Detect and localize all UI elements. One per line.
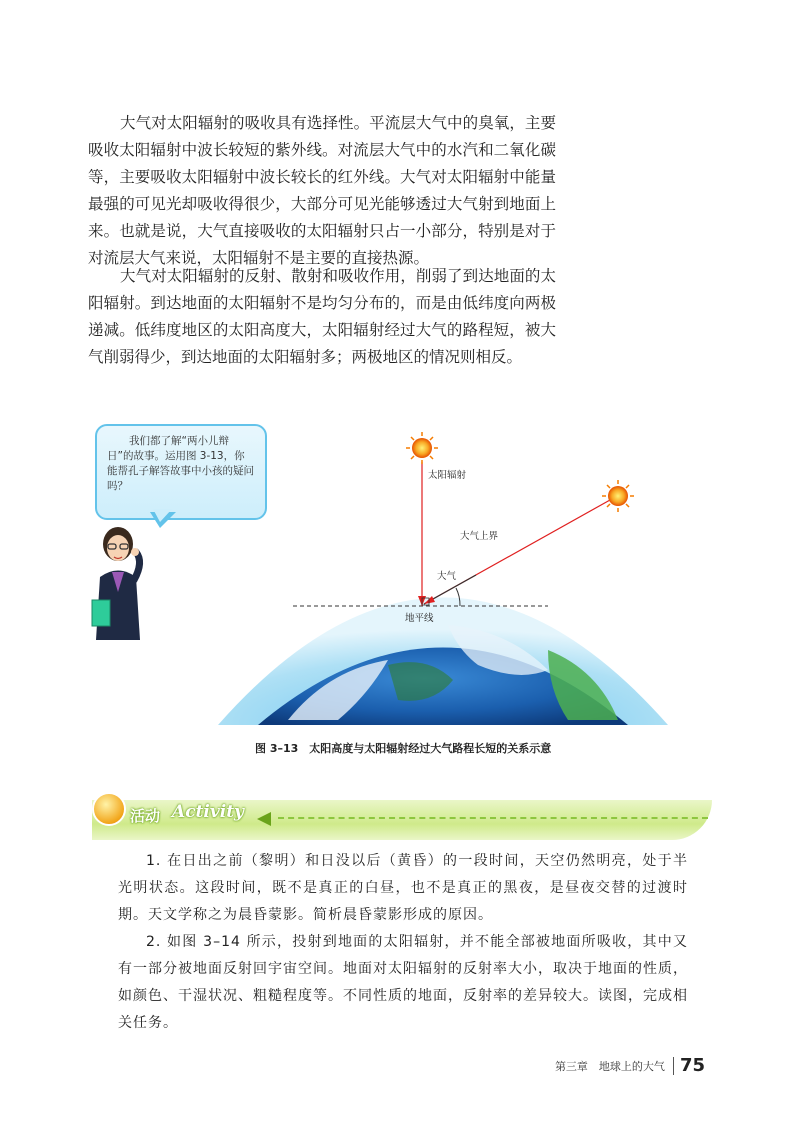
page-number: 75 <box>679 1055 705 1076</box>
body-paragraph-1: 大气对太阳辐射的吸收具有选择性。平流层大气中的臭氧，主要吸收太阳辐射中波长较短的紫外线。对流层大气中的水汽和二氧化碳等，主要吸收太阳辐射中波长较长的红外线。大气对太阳辐射中能量最强的可见光却吸收得很少，大部分可见光能够透过大气射到地面上来。也就是说，大气直接吸收的太阳辐射只占一小部分，特别是对于对流层大气来说，太阳辐射不是主要的直接热源。 <box>88 114 556 267</box>
teacher-illustration <box>78 522 156 640</box>
figure-caption: 图 3–13 太阳高度与太阳辐射经过大气路程长短的关系示意 <box>255 742 552 755</box>
body-paragraph-2: 大气对太阳辐射的反射、散射和吸收作用，削弱了到达地面的太阳辐射。到达地面的太阳辐射不是均匀分布的，而是由低纬度向两极递减。低纬度地区的太阳高度大，太阳辐射经过大气的路程短，被大气削弱得少，到达地面的太阳辐射多；两极地区的情况则相反。 <box>88 267 556 366</box>
label-horizon: 地平线 <box>405 613 434 624</box>
activity-arrow-icon <box>257 812 271 826</box>
sun-icon-side <box>602 480 634 512</box>
activity-title: 活动 <box>130 807 161 825</box>
activity-item-1: 1. 在日出之前（黎明）和日没以后（黄昏）的一段时间，天空仍然明亮，处于半光明状态。这段时间，既不是真正的白昼，也不是真正的黑夜，是昼夜交替的过渡时期。天文学称之为晨昏蒙影。简析晨昏蒙影形成的原因。 <box>118 853 688 923</box>
footer-divider <box>673 1057 674 1075</box>
chapter-title: 第三章 地球上的大气 <box>554 1059 665 1073</box>
label-atmosphere-top: 大气上界 <box>460 531 499 542</box>
activity-title-en: Activity <box>172 802 244 822</box>
page-footer <box>555 1055 705 1076</box>
activity-dashed-line <box>278 817 708 819</box>
label-atmosphere: 大气 <box>437 571 457 582</box>
sun-icon-top <box>406 432 438 464</box>
speech-bubble-text: 我们都了解“两小儿辩日”的故事。运用图 3-13，你能帮孔子解答故事中小孩的疑问吗？ <box>107 435 254 492</box>
activity-item-2: 2. 如图 3–14 所示，投射到地面的太阳辐射，并不能全部被地面所吸收，其中又有一部分被地面反射回宇宙空间。地面对太阳辐射的反射率大小，取决于地面的性质，如颜色、干湿状况、粗糙程度等。不同性质的地面，反射率的差异较大。读图，完成相关任务。 <box>118 934 688 1031</box>
activity-badge-icon <box>92 792 126 826</box>
label-solar-radiation: 太阳辐射 <box>428 470 467 481</box>
